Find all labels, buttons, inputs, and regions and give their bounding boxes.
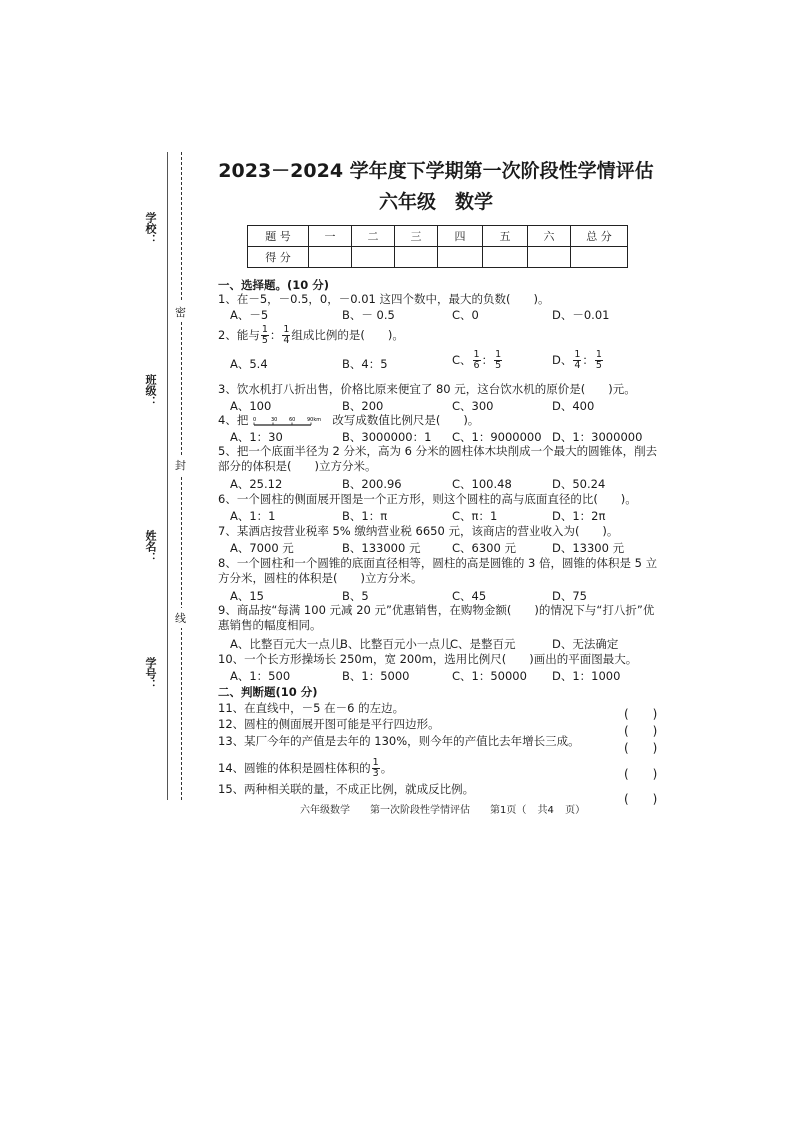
score-header-cell: 六	[528, 226, 571, 247]
fraction	[494, 350, 502, 371]
score-header-cell: 一	[309, 226, 352, 247]
question-9-options	[230, 636, 670, 651]
score-header-cell: 题 号	[248, 226, 309, 247]
answer-paren[interactable]: ( )	[624, 724, 658, 738]
fraction	[573, 350, 581, 371]
seal-word-xian: 线	[175, 608, 186, 628]
ratio-colon: ：	[582, 353, 594, 367]
option-d	[552, 350, 604, 371]
question-3: 3、饮水机打八折出售，价格比原来便宜了 80 元，这台饮水机的原价是( )元。	[218, 382, 636, 396]
question-8: 8、一个圆柱和一个圆锥的底面直径相等，圆柱的高是圆锥的 3 倍，圆锥的体积是 5 立方分米，圆柱的体积是( )立方分米。	[218, 556, 658, 585]
option-d: D、50.24	[552, 477, 606, 491]
question-10-options	[230, 668, 670, 683]
score-header-cell: 二	[352, 226, 395, 247]
numerator: 1	[372, 757, 379, 768]
exam-subtitle: 六年级 数学	[378, 191, 493, 213]
question-6: 6、一个圆柱的侧面展开图是一个正方形，则这个圆柱的高与底面直径的比( )。	[218, 492, 637, 506]
denominator: 3	[372, 768, 379, 779]
fraction	[261, 325, 269, 346]
seal-word-feng: 封	[175, 455, 186, 475]
option-c: C、1：9000000	[452, 430, 542, 444]
question-5: 5、把一个底面半径为 2 分米，高为 6 分米的圆柱体木块削成一个最大的圆锥体，削去部分的体积是( )立方分米。	[218, 444, 658, 473]
question-3-options	[230, 398, 670, 413]
binding-border	[167, 152, 168, 800]
scale-tick-label: 90km	[307, 416, 322, 423]
denominator: 5	[261, 335, 268, 346]
fraction	[473, 350, 481, 371]
scale-tick-label: 30	[271, 416, 278, 423]
option-label: D、	[552, 353, 573, 367]
option-c: C、是整百元	[450, 637, 516, 651]
denominator: 5	[495, 360, 502, 371]
scale-tick-label: 0	[253, 416, 257, 423]
option-c: C、45	[452, 589, 487, 603]
score-table-score-row	[248, 247, 628, 268]
page-footer: 六年级数学 第一次阶段性学情评估 第1页（ 共4 页）	[300, 805, 586, 816]
option-b: B、200	[342, 399, 384, 413]
option-a: A、1：30	[230, 430, 283, 444]
scale-bar-icon	[251, 415, 329, 427]
option-c	[452, 350, 503, 371]
question-11: 11、在直线中，－5 在－6 的左边。	[218, 701, 405, 715]
option-a: A、比整百元大一点儿	[230, 637, 342, 651]
option-a: A、7000 元	[230, 541, 294, 555]
fraction	[282, 325, 290, 346]
question-7-options	[230, 540, 670, 555]
question-4-options	[230, 429, 670, 444]
option-b: B、－ 0.5	[342, 308, 395, 322]
question-1: 1、在－5，－0.5，0，－0.01 这四个数中，最大的负数( )。	[218, 292, 550, 306]
option-a: A、15	[230, 589, 265, 603]
option-c: C、6300 元	[452, 541, 516, 555]
option-d: D、75	[552, 589, 587, 603]
question-5-options	[230, 476, 670, 491]
question-4-prefix: 4、把	[218, 413, 249, 427]
class-label: 班级：	[144, 374, 157, 407]
score-table	[247, 225, 628, 268]
score-cell[interactable]	[309, 247, 352, 268]
option-b: B、1：π	[342, 509, 388, 523]
answer-paren[interactable]: ( )	[624, 707, 658, 721]
option-b: B、1：5000	[342, 669, 410, 683]
option-label: C、	[452, 353, 472, 367]
score-header-cell: 五	[483, 226, 528, 247]
score-cell[interactable]	[352, 247, 395, 268]
question-1-options	[230, 307, 670, 322]
numerator: 1	[473, 349, 480, 360]
option-c: C、0	[452, 308, 479, 322]
score-header-cell: 三	[395, 226, 438, 247]
option-d: D、1：2π	[552, 509, 606, 523]
numerator: 1	[261, 324, 268, 335]
scale-tick-label: 60	[289, 416, 296, 423]
score-cell[interactable]	[438, 247, 483, 268]
option-c: C、300	[452, 399, 494, 413]
score-header-cell: 四	[438, 226, 483, 247]
question-15: 15、两种相关联的量，不成正比例，就成反比例。	[218, 782, 475, 796]
question-7: 7、某酒店按营业税率 5% 缴纳营业税 6650 元，该商店的营业收入为( )。	[218, 524, 619, 538]
numerator: 1	[595, 349, 602, 360]
numerator: 1	[574, 349, 581, 360]
score-cell[interactable]	[571, 247, 628, 268]
option-b: B、比整百元小一点儿	[340, 637, 452, 651]
name-label: 姓名：	[144, 530, 157, 563]
question-9: 9、商品按“每满 100 元减 20 元”优惠销售，在购物金额( )的情况下与“打八折”优惠销售的幅度相同。	[218, 603, 655, 632]
option-c: C、100.48	[452, 477, 512, 491]
section1-title: 一、选择题。(10 分)	[218, 278, 330, 292]
ratio-colon: ：	[481, 353, 494, 367]
score-row-label: 得 分	[248, 247, 309, 268]
answer-paren[interactable]: ( )	[624, 767, 658, 781]
option-b: B、5	[342, 589, 369, 603]
question-10: 10、一个长方形操场长 250m，宽 200m，选用比例尺( )画出的平面图最大。	[218, 652, 638, 666]
question-4-suffix: 改写成数值比例尺是( )。	[332, 413, 480, 427]
answer-paren[interactable]: ( )	[624, 741, 658, 755]
school-label: 学校：	[144, 212, 157, 245]
student-id-label: 学号：	[144, 657, 157, 690]
question-13: 13、某厂今年的产值是去年的 130%，则今年的产值比去年增长三成。	[218, 734, 580, 748]
option-b: B、3000000：1	[342, 430, 432, 444]
numerator: 1	[283, 324, 290, 335]
option-b: B、133000 元	[342, 541, 421, 555]
score-table-header-row	[248, 226, 628, 247]
option-a: A、－5	[230, 308, 269, 322]
option-c: C、1：50000	[452, 669, 527, 683]
score-header-cell: 总 分	[571, 226, 628, 247]
option-a: A、100	[230, 399, 272, 413]
numerator: 1	[495, 349, 502, 360]
fraction	[595, 350, 603, 371]
denominator: 5	[595, 360, 602, 371]
question-4	[218, 413, 479, 428]
answer-paren[interactable]: ( )	[624, 792, 658, 806]
option-a: A、1：500	[230, 669, 291, 683]
seal-line	[181, 152, 182, 800]
section2-title: 二、判断题(10 分)	[218, 685, 318, 699]
denominator: 4	[574, 360, 581, 371]
option-d: D、1：1000	[552, 669, 621, 683]
denominator: 6	[473, 360, 480, 371]
option-d: D、无法确定	[552, 637, 619, 651]
score-cell[interactable]	[395, 247, 438, 268]
option-b: B、4：5	[342, 357, 388, 371]
question-6-options	[230, 508, 670, 523]
score-cell[interactable]	[528, 247, 571, 268]
option-a: A、25.12	[230, 477, 283, 491]
question-2-options	[230, 349, 670, 371]
option-d: D、13300 元	[552, 541, 625, 555]
option-a: A、1：1	[230, 509, 276, 523]
question-2-suffix: 组成比例的是( )。	[291, 328, 404, 342]
question-12: 12、圆柱的侧面展开图可能是平行四边形。	[218, 717, 440, 731]
option-a: A、5.4	[230, 357, 268, 371]
question-2	[218, 325, 404, 346]
option-b: B、200.96	[342, 477, 402, 491]
option-c: C、π：1	[452, 509, 498, 523]
question-14-suffix: 。	[380, 761, 393, 775]
option-d: D、－0.01	[552, 308, 610, 322]
question-14	[218, 758, 392, 779]
option-d: D、400	[552, 399, 595, 413]
option-d: D、1：3000000	[552, 430, 643, 444]
denominator: 4	[283, 335, 290, 346]
fraction	[372, 758, 380, 779]
question-2-prefix: 2、能与	[218, 328, 260, 342]
ratio-colon: ：	[269, 328, 282, 342]
seal-word-mi: 密	[175, 302, 186, 322]
question-8-options	[230, 588, 670, 603]
question-14-prefix: 14、圆锥的体积是圆柱体积的	[218, 761, 371, 775]
score-cell[interactable]	[483, 247, 528, 268]
exam-title: 2023－2024 学年度下学期第一次阶段性学情评估	[218, 160, 654, 182]
